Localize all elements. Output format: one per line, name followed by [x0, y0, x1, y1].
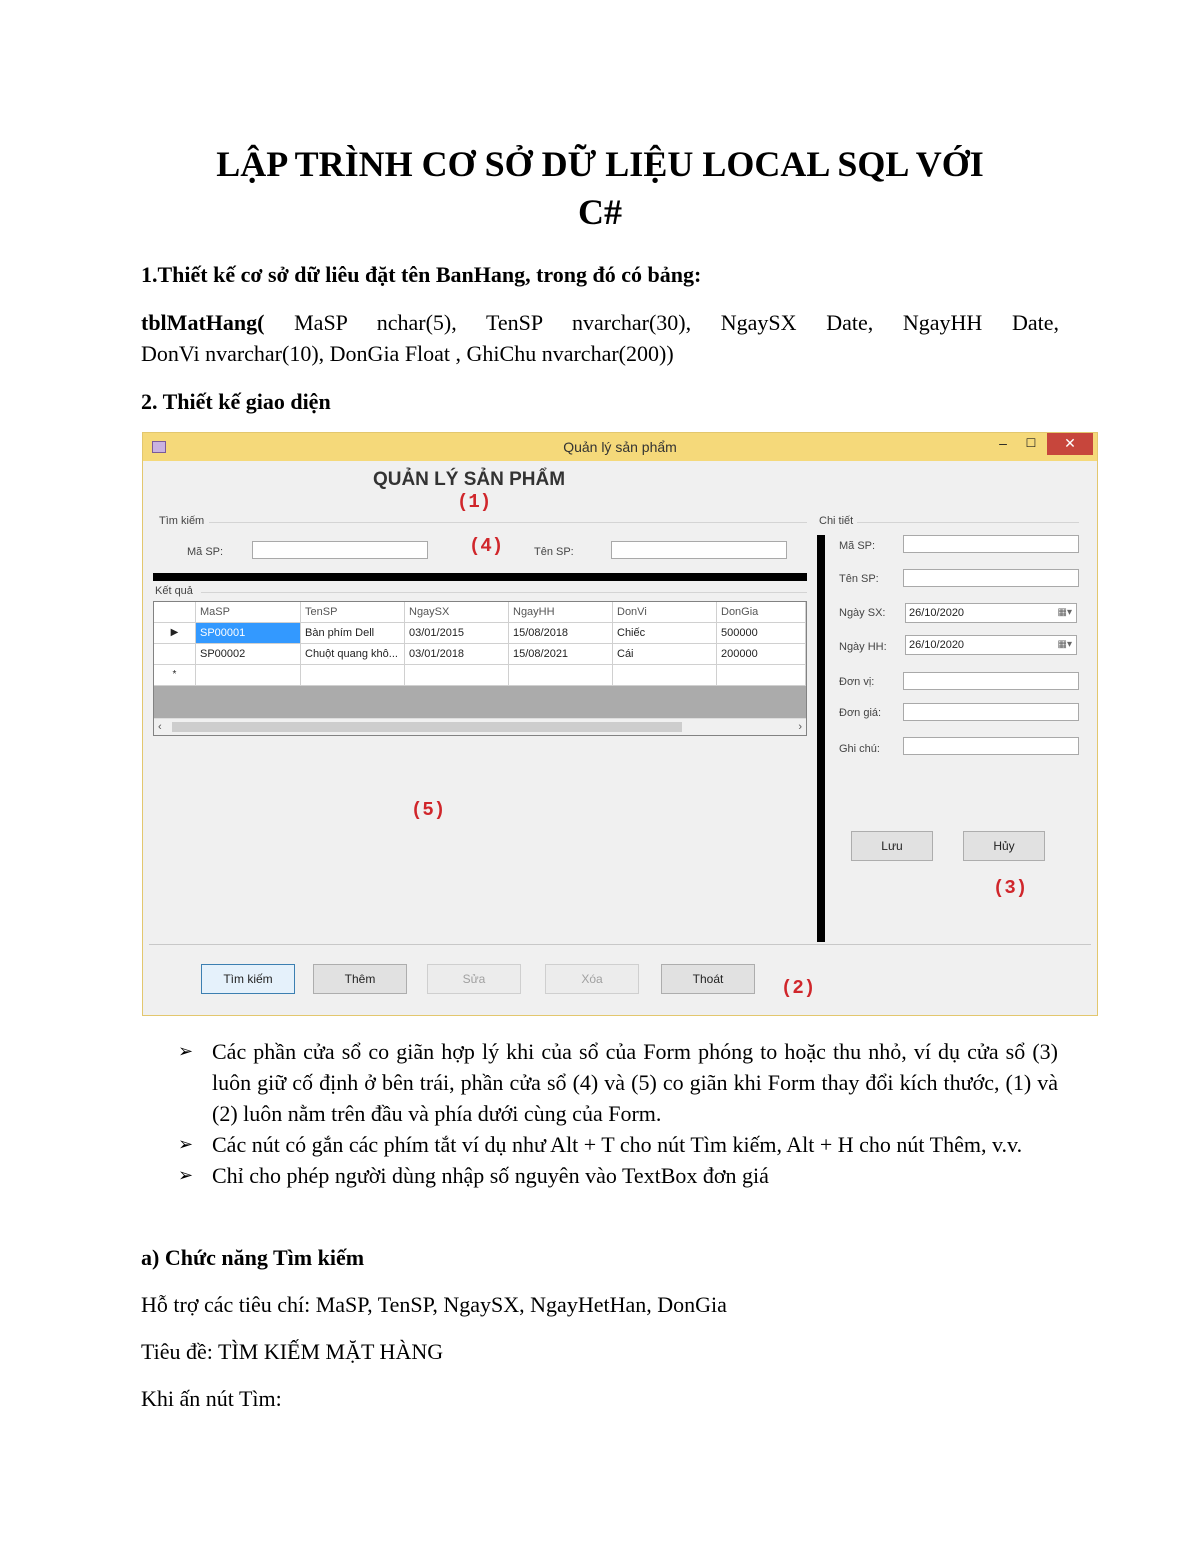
form-heading: QUẢN LÝ SẢN PHẨM	[372, 469, 566, 490]
annotation-2: (2)	[781, 977, 816, 999]
scroll-thumb[interactable]	[172, 722, 682, 732]
grid-cell[interactable]: Chiếc	[613, 623, 717, 644]
list-item	[178, 1160, 1058, 1191]
result-datagrid[interactable]	[153, 601, 807, 736]
search-tensp-input[interactable]	[611, 541, 787, 559]
detail-donvi-label: Đơn vị:	[839, 676, 875, 688]
bottom-separator	[149, 944, 1091, 945]
detail-tensp-input[interactable]	[903, 569, 1079, 587]
annotation-5: (5)	[411, 799, 446, 821]
search-group-label: Tìm kiếm	[159, 515, 205, 527]
list-item	[178, 1036, 1058, 1129]
annotation-1: (1)	[457, 491, 492, 513]
requirements-list	[178, 1036, 1058, 1191]
calendar-dropdown-icon[interactable]: ▦▾	[1057, 639, 1072, 650]
grid-row-header[interactable]	[154, 644, 196, 665]
detail-masp-input[interactable]	[903, 535, 1079, 553]
detail-group-label: Chi tiết	[819, 515, 854, 527]
grid-cell[interactable]: 15/08/2018	[509, 623, 613, 644]
grid-cell[interactable]: SP00001	[196, 623, 301, 644]
grid-cell[interactable]: 15/08/2021	[509, 644, 613, 665]
scroll-right-icon[interactable]: ›	[798, 721, 802, 733]
close-icon[interactable]: ✕	[1047, 433, 1093, 455]
grid-cell-new[interactable]	[509, 665, 613, 686]
detail-ngayhh-label: Ngày HH:	[839, 641, 887, 653]
ngaysx-value: 26/10/2020	[909, 607, 965, 619]
result-group-line	[201, 592, 807, 593]
annotation-3: (3)	[993, 877, 1028, 899]
calendar-dropdown-icon[interactable]: ▦▾	[1057, 607, 1072, 618]
detail-ghichu-label: Ghi chú:	[839, 743, 880, 755]
form-screenshot	[142, 432, 1098, 1016]
search-group-line	[209, 522, 807, 523]
table-definition-line-2: DonVi nvarchar(10), DonGia Float , GhiChu nvarchar(200))	[141, 341, 674, 366]
search-tensp-label: Tên SP:	[534, 546, 574, 558]
list-item	[178, 1129, 1058, 1160]
table-definition-line-1	[141, 307, 1059, 338]
detail-masp-label: Mã SP:	[839, 540, 876, 552]
grid-cell[interactable]: 03/01/2015	[405, 623, 509, 644]
grid-horizontal-scrollbar[interactable]	[154, 718, 806, 735]
section-1-heading: 1.Thiết kế cơ sở dữ liêu đặt tên BanHang, trong đó có bảng:	[141, 262, 702, 287]
grid-cell[interactable]: 200000	[717, 644, 806, 665]
grid-cell[interactable]: 03/01/2018	[405, 644, 509, 665]
criteria-text: Hỗ trợ các tiêu chí: MaSP, TenSP, NgaySX, NgayHetHan, DonGia	[141, 1292, 727, 1317]
grid-cell-new[interactable]	[405, 665, 509, 686]
list-item-text: Các nút có gắn các phím tắt ví dụ như Alt + T cho nút Tìm kiếm, Alt + H cho nút Thêm, v.v.	[212, 1132, 1023, 1157]
title-line-2: C#	[578, 192, 622, 232]
detail-ngaysx-picker[interactable]	[905, 603, 1077, 623]
add-button[interactable]: Thêm	[313, 964, 407, 994]
grid-row-header[interactable]: ▶	[154, 623, 196, 644]
arrow-bullet-icon: ➢	[178, 1041, 194, 1061]
grid-cell[interactable]: SP00002	[196, 644, 301, 665]
grid-cell-new[interactable]	[717, 665, 806, 686]
detail-tensp-label: Tên SP:	[839, 573, 879, 585]
grid-header-ngayhh[interactable]: NgayHH	[509, 602, 613, 623]
list-item-text: Chỉ cho phép người dùng nhập số nguyên vào TextBox đơn giá	[212, 1163, 769, 1188]
find-button[interactable]: Tìm kiếm	[201, 964, 295, 994]
grid-header-ngaysx[interactable]: NgaySX	[405, 602, 509, 623]
section-a-heading: a) Chức năng Tìm kiếm	[141, 1245, 365, 1270]
arrow-bullet-icon: ➢	[178, 1165, 194, 1185]
ngayhh-value: 26/10/2020	[909, 639, 965, 651]
grid-cell-new[interactable]	[301, 665, 405, 686]
save-button[interactable]: Lưu	[851, 831, 933, 861]
cancel-button[interactable]: Hủy	[963, 831, 1045, 861]
grid-header-tensp[interactable]: TenSP	[301, 602, 405, 623]
maximize-icon[interactable]: ☐	[1025, 436, 1037, 450]
grid-cell[interactable]: Cái	[613, 644, 717, 665]
title-line-1: LẬP TRÌNH CƠ SỞ DỮ LIỆU LOCAL SQL VỚI	[216, 144, 984, 184]
grid-header-dongia[interactable]: DonGia	[717, 602, 806, 623]
detail-dongia-input[interactable]	[903, 703, 1079, 721]
search-masp-input[interactable]	[252, 541, 428, 559]
exit-button[interactable]: Thoát	[661, 964, 755, 994]
table-columns-line-1: MaSP nchar(5), TenSP nvarchar(30), NgaySX Date, NgayHH Date,	[264, 310, 1059, 335]
edit-button[interactable]: Sửa	[427, 964, 521, 994]
delete-button[interactable]: Xóa	[545, 964, 639, 994]
list-item-text: Các phần cửa sổ co giãn hợp lý khi của sổ của Form phóng to hoặc thu nhỏ, ví dụ cửa sổ (3) luôn giữ cố định ở bên trái, phần cửa sổ (4) và (5) co giãn khi Form thay đổi kích thước, (1) và (2) luôn nằm trên đầu và phía dưới cùng của Form.	[212, 1039, 1058, 1126]
grid-header-donvi[interactable]: DonVi	[613, 602, 717, 623]
detail-group-line	[857, 522, 1079, 523]
grid-corner	[154, 602, 196, 623]
grid-cell[interactable]: Bàn phím Dell	[301, 623, 405, 644]
annotation-4: (4)	[469, 535, 504, 557]
detail-ngaysx-label: Ngày SX:	[839, 607, 886, 619]
grid-cell[interactable]: 500000	[717, 623, 806, 644]
grid-cell-new[interactable]	[613, 665, 717, 686]
detail-donvi-input[interactable]	[903, 672, 1079, 690]
grid-cell[interactable]: Chuột quang khô...	[301, 644, 405, 665]
form-client-area	[149, 461, 1091, 1011]
splitter-vertical[interactable]	[817, 535, 825, 942]
grid-row-header-new[interactable]: *	[154, 665, 196, 686]
grid-cell-new[interactable]	[196, 665, 301, 686]
splitter-horizontal[interactable]	[153, 573, 807, 581]
minimize-icon[interactable]: –	[999, 435, 1007, 451]
section-2-heading: 2. Thiết kế giao diện	[141, 389, 331, 414]
on-find-text: Khi ấn nút Tìm:	[141, 1386, 282, 1411]
document-title	[100, 140, 1100, 236]
detail-dongia-label: Đơn giá:	[839, 707, 882, 719]
window-title: Quản lý sản phẩm	[563, 439, 677, 455]
table-name: tblMatHang(	[141, 310, 265, 335]
result-group-label: Kết quả	[155, 585, 193, 597]
detail-ngayhh-picker[interactable]	[905, 635, 1077, 655]
grid-header-masp[interactable]: MaSP	[196, 602, 301, 623]
search-masp-label: Mã SP:	[187, 546, 224, 558]
window-titlebar	[143, 433, 1097, 461]
detail-ghichu-input[interactable]	[903, 737, 1079, 755]
scroll-left-icon[interactable]: ‹	[158, 721, 162, 733]
heading-note: Tiêu đề: TÌM KIẾM MẶT HÀNG	[141, 1339, 444, 1364]
arrow-bullet-icon: ➢	[178, 1134, 194, 1154]
